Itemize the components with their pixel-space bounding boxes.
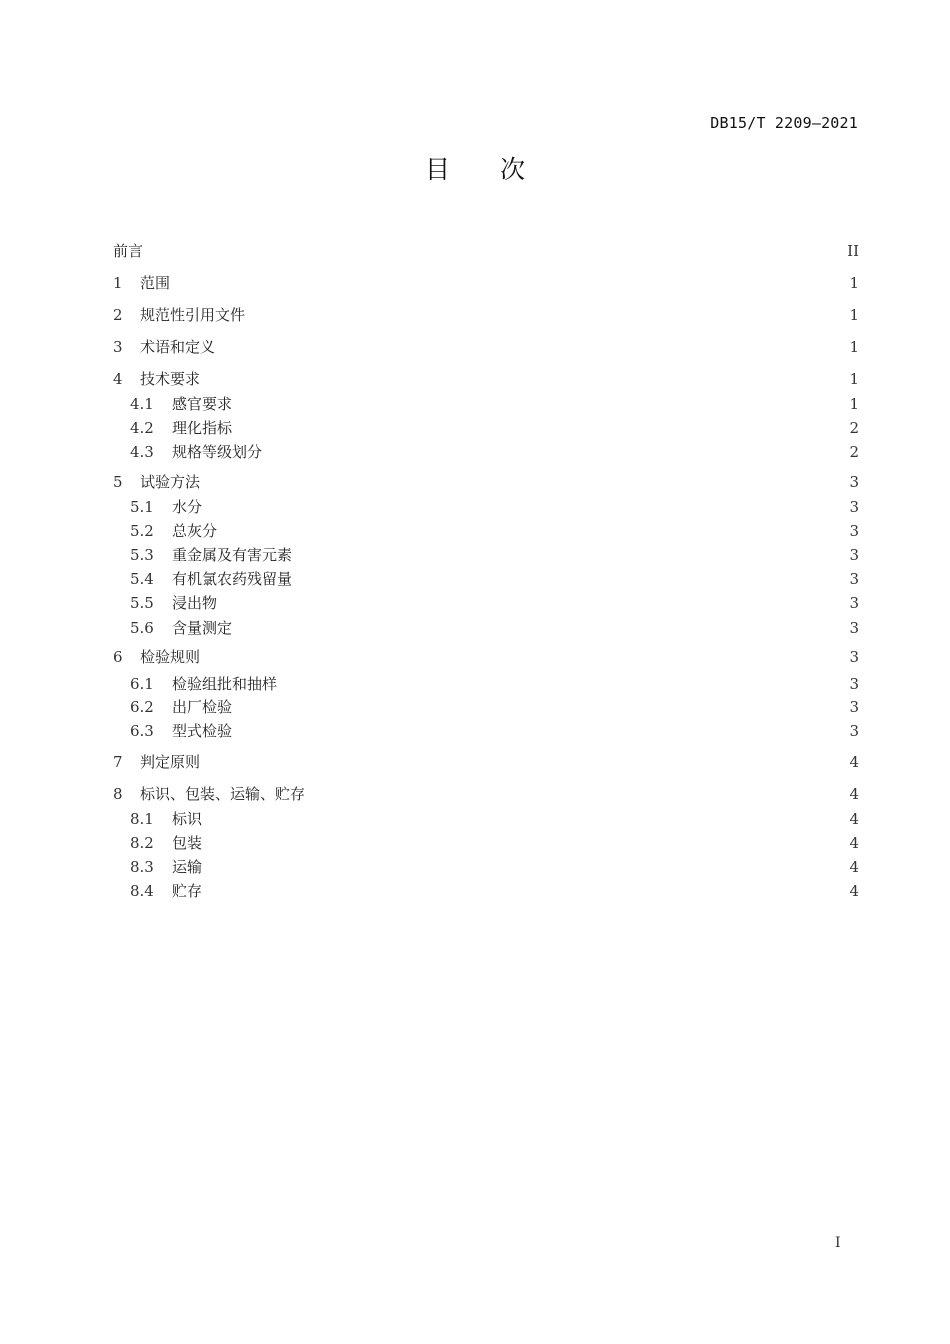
dot-leader — [249, 304, 839, 326]
dot-leader — [219, 336, 839, 358]
toc-entry-number: 5.4 — [130, 570, 154, 588]
toc-subentry[interactable] — [130, 441, 859, 463]
toc-subentry[interactable] — [130, 720, 859, 742]
toc-entry-label: 前言 — [113, 242, 144, 260]
toc-entry-number: 3 — [113, 338, 123, 356]
dot-leader — [206, 880, 839, 902]
dot-leader — [281, 673, 839, 695]
dot-leader — [236, 393, 839, 415]
toc-entry-page: 3 — [849, 648, 859, 666]
toc-entry[interactable] — [113, 336, 859, 358]
toc-entry-number: 5 — [113, 473, 123, 491]
toc-entry-page: 3 — [849, 698, 859, 716]
toc-subentry[interactable] — [130, 617, 859, 639]
toc-entry-number: 4.3 — [130, 443, 154, 461]
toc-entry-label: 含量测定 — [172, 619, 233, 637]
dot-leader — [236, 696, 839, 718]
toc-subentry[interactable] — [130, 696, 859, 718]
toc-entry-label: 贮存 — [172, 882, 203, 900]
toc-entry[interactable] — [113, 368, 859, 390]
toc-entry-label: 判定原则 — [140, 753, 201, 771]
toc-entry-foreword[interactable] — [113, 240, 859, 262]
toc-subentry[interactable] — [130, 832, 859, 854]
toc-entry[interactable] — [113, 783, 859, 805]
toc-entry-page: 2 — [849, 419, 859, 437]
toc-entry-page: 4 — [849, 810, 859, 828]
toc-entry-page: II — [847, 242, 859, 260]
toc-entry-page: 3 — [849, 675, 859, 693]
toc-entry-number: 6.3 — [130, 722, 154, 740]
toc-subentry[interactable] — [130, 417, 859, 439]
dot-leader — [147, 240, 839, 262]
toc-entry-page: 3 — [849, 722, 859, 740]
toc-entry-label: 浸出物 — [172, 594, 218, 612]
dot-leader — [221, 592, 839, 614]
toc-entry-label: 总灰分 — [172, 522, 218, 540]
dot-leader — [204, 646, 839, 668]
toc-subentry[interactable] — [130, 856, 859, 878]
toc-entry-page: 3 — [849, 546, 859, 564]
dot-leader — [236, 720, 839, 742]
toc-entry-label: 规格等级划分 — [172, 443, 263, 461]
toc-entry-label: 规范性引用文件 — [140, 306, 246, 324]
toc-entry-page: 3 — [849, 619, 859, 637]
toc-entry-number: 5.3 — [130, 546, 154, 564]
toc-entry-number: 8.4 — [130, 882, 154, 900]
dot-leader — [206, 496, 839, 518]
toc-entry-label: 感官要求 — [172, 395, 233, 413]
toc-entry-number: 4.2 — [130, 419, 154, 437]
toc-entry-page: 3 — [849, 498, 859, 516]
toc-entry[interactable] — [113, 646, 859, 668]
toc-entry-number: 4.1 — [130, 395, 154, 413]
toc-entry-label: 标识 — [172, 810, 203, 828]
toc-entry-page: 4 — [849, 882, 859, 900]
toc-entry-label: 标识、包装、运输、贮存 — [140, 785, 306, 803]
toc-entry-number: 6.2 — [130, 698, 154, 716]
toc-entry-label: 型式检验 — [172, 722, 233, 740]
toc-entry-number: 7 — [113, 753, 123, 771]
toc-entry-label: 术语和定义 — [140, 338, 216, 356]
toc-entry-number: 6 — [113, 648, 123, 666]
toc-entry-label: 技术要求 — [140, 370, 201, 388]
toc-entry-number: 5.5 — [130, 594, 154, 612]
toc-entry-number: 8.1 — [130, 810, 154, 828]
toc-entry-label: 出厂检验 — [172, 698, 233, 716]
toc-entry-number: 8 — [113, 785, 123, 803]
toc-entry-label: 检验组批和抽样 — [172, 675, 278, 693]
dot-leader — [206, 856, 839, 878]
toc-entry-page: 3 — [849, 522, 859, 540]
toc-entry-page: 3 — [849, 473, 859, 491]
toc-subentry[interactable] — [130, 568, 859, 590]
toc-entry-label: 运输 — [172, 858, 203, 876]
standard-code: DB15/T 2209—2021 — [710, 114, 858, 132]
toc-subentry[interactable] — [130, 520, 859, 542]
toc-entry-label: 范围 — [140, 274, 171, 292]
toc-entry-number: 6.1 — [130, 675, 154, 693]
toc-entry[interactable] — [113, 272, 859, 294]
toc-entry-page: 1 — [849, 274, 859, 292]
toc-subentry[interactable] — [130, 808, 859, 830]
toc-entry-number: 1 — [113, 274, 123, 292]
title-char-2: 次 — [500, 155, 526, 184]
toc-entry-label: 重金属及有害元素 — [172, 546, 293, 564]
toc-subentry[interactable] — [130, 880, 859, 902]
dot-leader — [236, 617, 839, 639]
toc-entry-number: 4 — [113, 370, 123, 388]
toc-subentry[interactable] — [130, 544, 859, 566]
toc-entry-page: 3 — [849, 570, 859, 588]
toc-entry[interactable] — [113, 304, 859, 326]
toc-entry-label: 检验规则 — [140, 648, 201, 666]
dot-leader — [204, 368, 839, 390]
dot-leader — [204, 471, 839, 493]
toc-entry-label: 水分 — [172, 498, 203, 516]
toc-entry-page: 4 — [849, 858, 859, 876]
toc-entry-number: 5.1 — [130, 498, 154, 516]
dot-leader — [296, 568, 839, 590]
title-char-1: 目 — [424, 155, 450, 184]
toc-entry-label: 理化指标 — [172, 419, 233, 437]
toc-entry-number: 8.3 — [130, 858, 154, 876]
toc-entry[interactable] — [113, 471, 859, 493]
dot-leader — [296, 544, 839, 566]
dot-leader — [206, 832, 839, 854]
toc-entry-label: 包装 — [172, 834, 203, 852]
dot-leader — [309, 783, 839, 805]
toc-entry-number: 5.6 — [130, 619, 154, 637]
toc-entry-page: 2 — [849, 443, 859, 461]
toc-entry-page: 3 — [849, 594, 859, 612]
toc-subentry[interactable] — [130, 393, 859, 415]
page-number: I — [835, 1235, 841, 1251]
toc-entry-page: 4 — [849, 785, 859, 803]
toc-entry-number: 8.2 — [130, 834, 154, 852]
dot-leader — [174, 272, 839, 294]
toc-entry-label: 有机氯农药残留量 — [172, 570, 293, 588]
dot-leader — [236, 417, 839, 439]
toc-entry[interactable] — [113, 751, 859, 773]
dot-leader — [206, 808, 839, 830]
toc-subentry[interactable] — [130, 592, 859, 614]
toc-subentry[interactable] — [130, 496, 859, 518]
toc-entry-page: 1 — [849, 370, 859, 388]
toc-entry-page: 4 — [849, 753, 859, 771]
toc-subentry[interactable] — [130, 673, 859, 695]
toc-entry-page: 4 — [849, 834, 859, 852]
toc-entry-page: 1 — [849, 395, 859, 413]
dot-leader — [204, 751, 839, 773]
toc-entry-label: 试验方法 — [140, 473, 201, 491]
page-title — [0, 150, 950, 186]
toc-entry-page: 1 — [849, 338, 859, 356]
toc-entry-number: 2 — [113, 306, 123, 324]
toc-entry-page: 1 — [849, 306, 859, 324]
toc-entry-number: 5.2 — [130, 522, 154, 540]
dot-leader — [221, 520, 839, 542]
dot-leader — [266, 441, 839, 463]
